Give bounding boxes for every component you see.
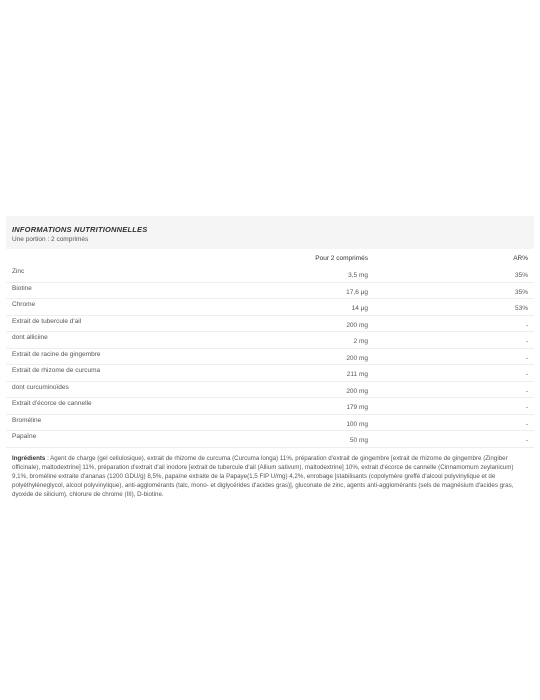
row-label: Zinc: [12, 268, 25, 275]
table-row: [6, 381, 534, 398]
row-label: Extrait de tubercule d'ail: [12, 317, 82, 325]
row-ar: -: [525, 420, 528, 428]
row-label: Papaïne: [12, 433, 37, 440]
table-header: [6, 249, 534, 266]
header-spacer: [12, 255, 268, 262]
row-label: Biotine: [12, 284, 32, 292]
table-row: [6, 364, 534, 381]
row-amount: 3,5 mg: [348, 272, 368, 279]
row-label: Extrait d'écorce de cannelle: [12, 400, 92, 407]
row-amount: 200 mg: [346, 354, 368, 362]
table-row: [6, 414, 534, 431]
ingredients-paragraph: [6, 447, 534, 499]
row-ar: -: [525, 338, 528, 345]
row-ar: 35%: [514, 288, 528, 296]
row-ar: -: [525, 321, 528, 329]
nutrition-table: [6, 266, 534, 447]
row-ar: 53%: [514, 305, 528, 312]
row-label: Broméline: [12, 416, 42, 424]
row-ar: -: [525, 387, 528, 395]
row-amount: 50 mg: [349, 437, 368, 444]
row-ar: -: [525, 371, 528, 378]
column-amount-header: Pour 2 comprimés: [315, 255, 368, 262]
row-ar: -: [525, 437, 528, 444]
nutrition-title: INFORMATIONS NUTRITIONNELLES: [12, 225, 148, 234]
portion-text: Une portion : 2 comprimés: [12, 236, 89, 243]
row-label: dont alliciine: [12, 334, 48, 341]
row-ar: -: [525, 404, 528, 411]
table-row: [6, 348, 534, 365]
row-ar: 35%: [514, 272, 528, 279]
row-label: dont curcuminoïdes: [12, 383, 69, 391]
row-amount: 2 mg: [353, 338, 368, 345]
ingredients-text: : Agent de charge (gel cellulosique), extrait de rhizome de curcuma (Curcuma longa) 11%, préparation d'extrait de gingembre [extrait de rhizome de gingembre (Zingiber officinale), maltodextrine] 11%, préparation d'extrait d'ail inodore [extrait de tubercule d'ail (Allium sativum), maltodextrine] 10%, extrait d'écorce de cannelle (Cinnamomum zeylanicum) 9,1%, broméline extraite d'ananas (1200 GDU/g) 8,5%, papaïne extraite de la Papaye(1,5 FIP U/mg) 4,2%, enrobage [stabilisants (copolymère greffé d'alcool polyvinylique et de polyéthylèneglycol, alcool polyvinylique), anti-agglomérants (talc, mono- et diglycérides d'acides gras)], gluconate de zinc, agents anti-agglomérants (sels de magnésium d'acides gras, dyoxide de silicium), chlorure de chrome (III), D-biotine.: [12, 454, 514, 498]
column-ar-header: AR%: [513, 255, 528, 262]
row-amount: 211 mg: [346, 371, 368, 378]
row-amount: 100 mg: [346, 420, 368, 428]
row-amount: 14 µg: [351, 305, 368, 312]
table-row: [6, 298, 534, 315]
table-row: [6, 282, 534, 299]
table-row: [6, 315, 534, 332]
row-amount: 200 mg: [346, 321, 368, 329]
table-row: [6, 331, 534, 348]
nutrition-header: [6, 216, 534, 249]
table-row: [6, 266, 534, 282]
ingredients-label: Ingrédients: [12, 454, 46, 462]
row-label: Extrait de rhizome de curcuma: [12, 367, 101, 374]
row-amount: 200 mg: [346, 387, 368, 395]
row-label: Extrait de racine de gingembre: [12, 350, 101, 358]
row-amount: 17,6 µg: [346, 288, 368, 296]
nutrition-panel: [6, 216, 534, 499]
table-row: [6, 430, 534, 447]
row-amount: 179 mg: [346, 404, 368, 411]
table-row: [6, 397, 534, 414]
row-label: Chrome: [12, 301, 36, 308]
row-ar: -: [525, 354, 528, 362]
